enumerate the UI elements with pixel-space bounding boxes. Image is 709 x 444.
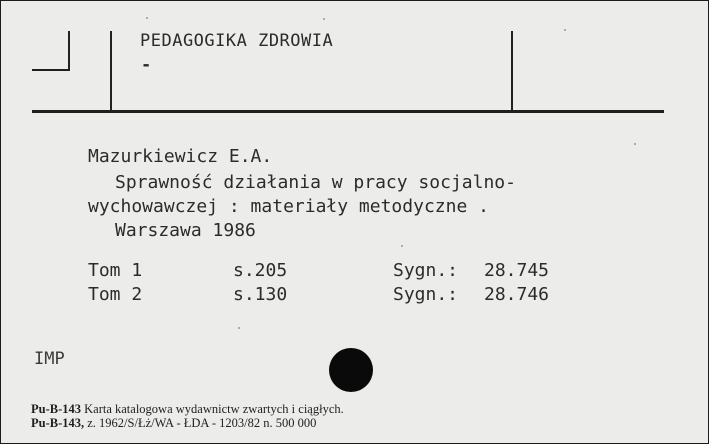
author-name: Mazurkiewicz E.A. bbox=[88, 146, 273, 167]
subject-dash: - bbox=[141, 55, 152, 75]
footer-code-1: Pu-B-143 bbox=[31, 402, 81, 416]
volume-1-tom: Tom 1 bbox=[88, 260, 143, 281]
volume-1-sygn-label: Sygn.: bbox=[393, 260, 459, 281]
corner-bracket-horizontal bbox=[32, 69, 70, 71]
title-line-2: wychowawczej : materiały metodyczne . bbox=[88, 196, 489, 217]
volume-2-sygn-label: Sygn.: bbox=[393, 284, 459, 305]
subject-heading: PEDAGOGIKA ZDROWIA bbox=[140, 31, 334, 51]
paper-speck bbox=[146, 17, 148, 19]
paper-speck bbox=[564, 29, 566, 31]
footer-line-1 bbox=[31, 402, 344, 417]
header-bottom-rule bbox=[32, 110, 664, 113]
imp-stamp: IMP bbox=[34, 349, 65, 369]
paper-speck bbox=[634, 143, 636, 145]
volume-2-tom: Tom 2 bbox=[88, 284, 143, 305]
footer-text-2: z. 1962/S/Łż/WA - ŁDA - 1203/82 n. 500 000 bbox=[87, 416, 317, 430]
paper-speck bbox=[401, 245, 403, 247]
title-line-1: Sprawność działania w pracy socjalno- bbox=[115, 172, 516, 193]
footer-text-1: Karta katalogowa wydawnictw zwartych i ciągłych. bbox=[84, 402, 344, 416]
paper-speck bbox=[238, 327, 240, 329]
header-left-rule bbox=[110, 31, 112, 111]
corner-bracket-vertical bbox=[68, 31, 70, 71]
footer-code-2: Pu-B-143, bbox=[31, 416, 85, 430]
volume-1-pages: s.205 bbox=[233, 260, 288, 281]
header-right-rule bbox=[511, 31, 513, 111]
volume-2-sygn: 28.746 bbox=[484, 284, 550, 305]
punch-hole bbox=[329, 348, 373, 392]
footer-line-2 bbox=[31, 416, 316, 431]
volume-2-pages: s.130 bbox=[233, 284, 288, 305]
place-year: Warszawa 1986 bbox=[115, 220, 256, 241]
volume-1-sygn: 28.745 bbox=[484, 260, 550, 281]
paper-speck bbox=[323, 18, 325, 20]
